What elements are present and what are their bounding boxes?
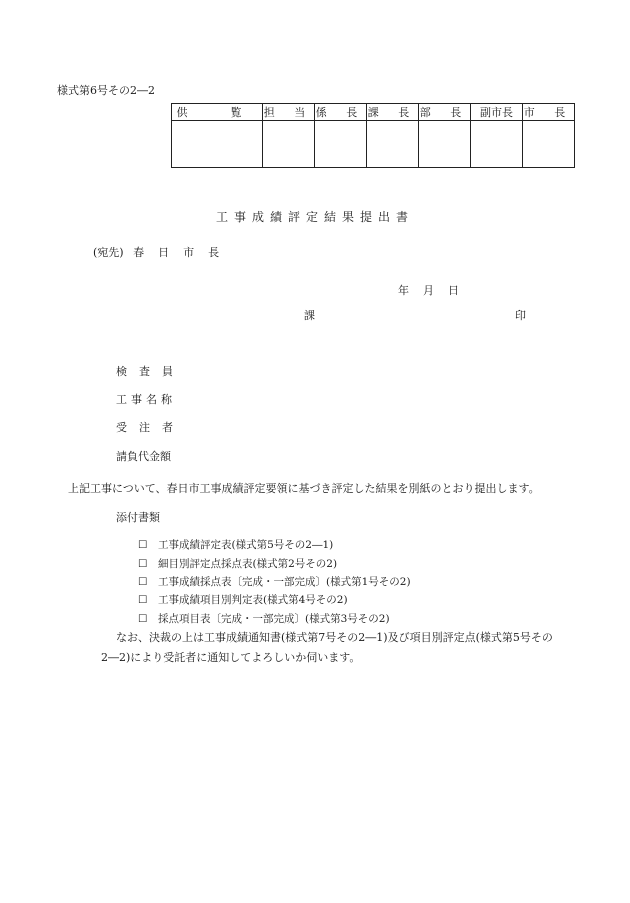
attachment-item xyxy=(138,556,337,571)
addressee xyxy=(93,244,233,260)
approval-stamp-table xyxy=(171,103,575,168)
approval-header-tanto: 担 当 xyxy=(263,104,315,121)
checkbox-icon[interactable]: ☐ xyxy=(138,594,148,606)
attachment-item xyxy=(138,537,333,552)
approval-cell-bucho xyxy=(419,121,471,168)
approval-header-fukushicho: 副市長 xyxy=(471,104,523,121)
approval-cell-kakaricho xyxy=(315,121,367,168)
approval-cell-kacho xyxy=(367,121,419,168)
attachments-heading: 添付書類 xyxy=(116,511,160,524)
approval-header-kacho: 課 長 xyxy=(367,104,419,121)
attachment-item xyxy=(138,611,390,626)
department-label: 課 xyxy=(304,309,315,322)
addressee-prefix: (宛先) xyxy=(93,246,124,259)
checkbox-icon[interactable]: ☐ xyxy=(138,558,148,570)
attachment-text: 工事成績評定表(様式第5号その2―1) xyxy=(158,539,334,551)
note-line-1: なお、決裁の上は工事成績通知書(様式第7号その2―1)及び項目別評定点(様式第5号その xyxy=(116,631,553,644)
approval-header-kakaricho: 係 長 xyxy=(315,104,367,121)
field-contractor: 受注者 xyxy=(116,421,185,434)
form-number: 様式第6号その2―2 xyxy=(57,84,155,97)
attachment-text: 工事成績項目別判定表(様式第4号その2) xyxy=(158,594,348,606)
attachment-text: 採点項目表〔完成・一部完成〕(様式第3号その2) xyxy=(158,613,390,625)
attachment-text: 細目別評定点採点表(様式第2号その2) xyxy=(158,558,338,570)
checkbox-icon[interactable]: ☐ xyxy=(138,539,148,551)
addressee-name: 春日市長 xyxy=(133,246,234,259)
seal-label: 印 xyxy=(515,309,526,322)
attachment-item xyxy=(138,592,348,607)
field-contract-amount: 請負代金額 xyxy=(116,450,171,463)
approval-header-bucho: 部 長 xyxy=(419,104,471,121)
attachment-text: 工事成績採点表〔完成・一部完成〕(様式第1号その2) xyxy=(158,576,411,588)
field-inspector: 検査員 xyxy=(116,365,185,378)
attachment-item xyxy=(138,574,411,589)
body-text: 上記工事について、春日市工事成績評定要領に基づき評定した結果を別紙のとおり提出します。 xyxy=(68,482,540,495)
approval-cell-shicho xyxy=(523,121,575,168)
note-line-2: 2―2)により受託者に通知してよろしいか伺います。 xyxy=(101,651,361,664)
field-work-name: 工事名称 xyxy=(116,393,176,406)
date-line: 年月日 xyxy=(398,284,473,297)
checkbox-icon[interactable]: ☐ xyxy=(138,613,148,625)
approval-header-shicho: 市 長 xyxy=(523,104,575,121)
checkbox-icon[interactable]: ☐ xyxy=(138,576,148,588)
document-title: 工事成績評定結果提出書 xyxy=(215,210,414,224)
approval-cell-tanto xyxy=(263,121,315,168)
approval-header-kyoran: 供 覧 xyxy=(172,104,263,121)
approval-cell-kyoran xyxy=(172,121,263,168)
approval-cell-fukushicho xyxy=(471,121,523,168)
